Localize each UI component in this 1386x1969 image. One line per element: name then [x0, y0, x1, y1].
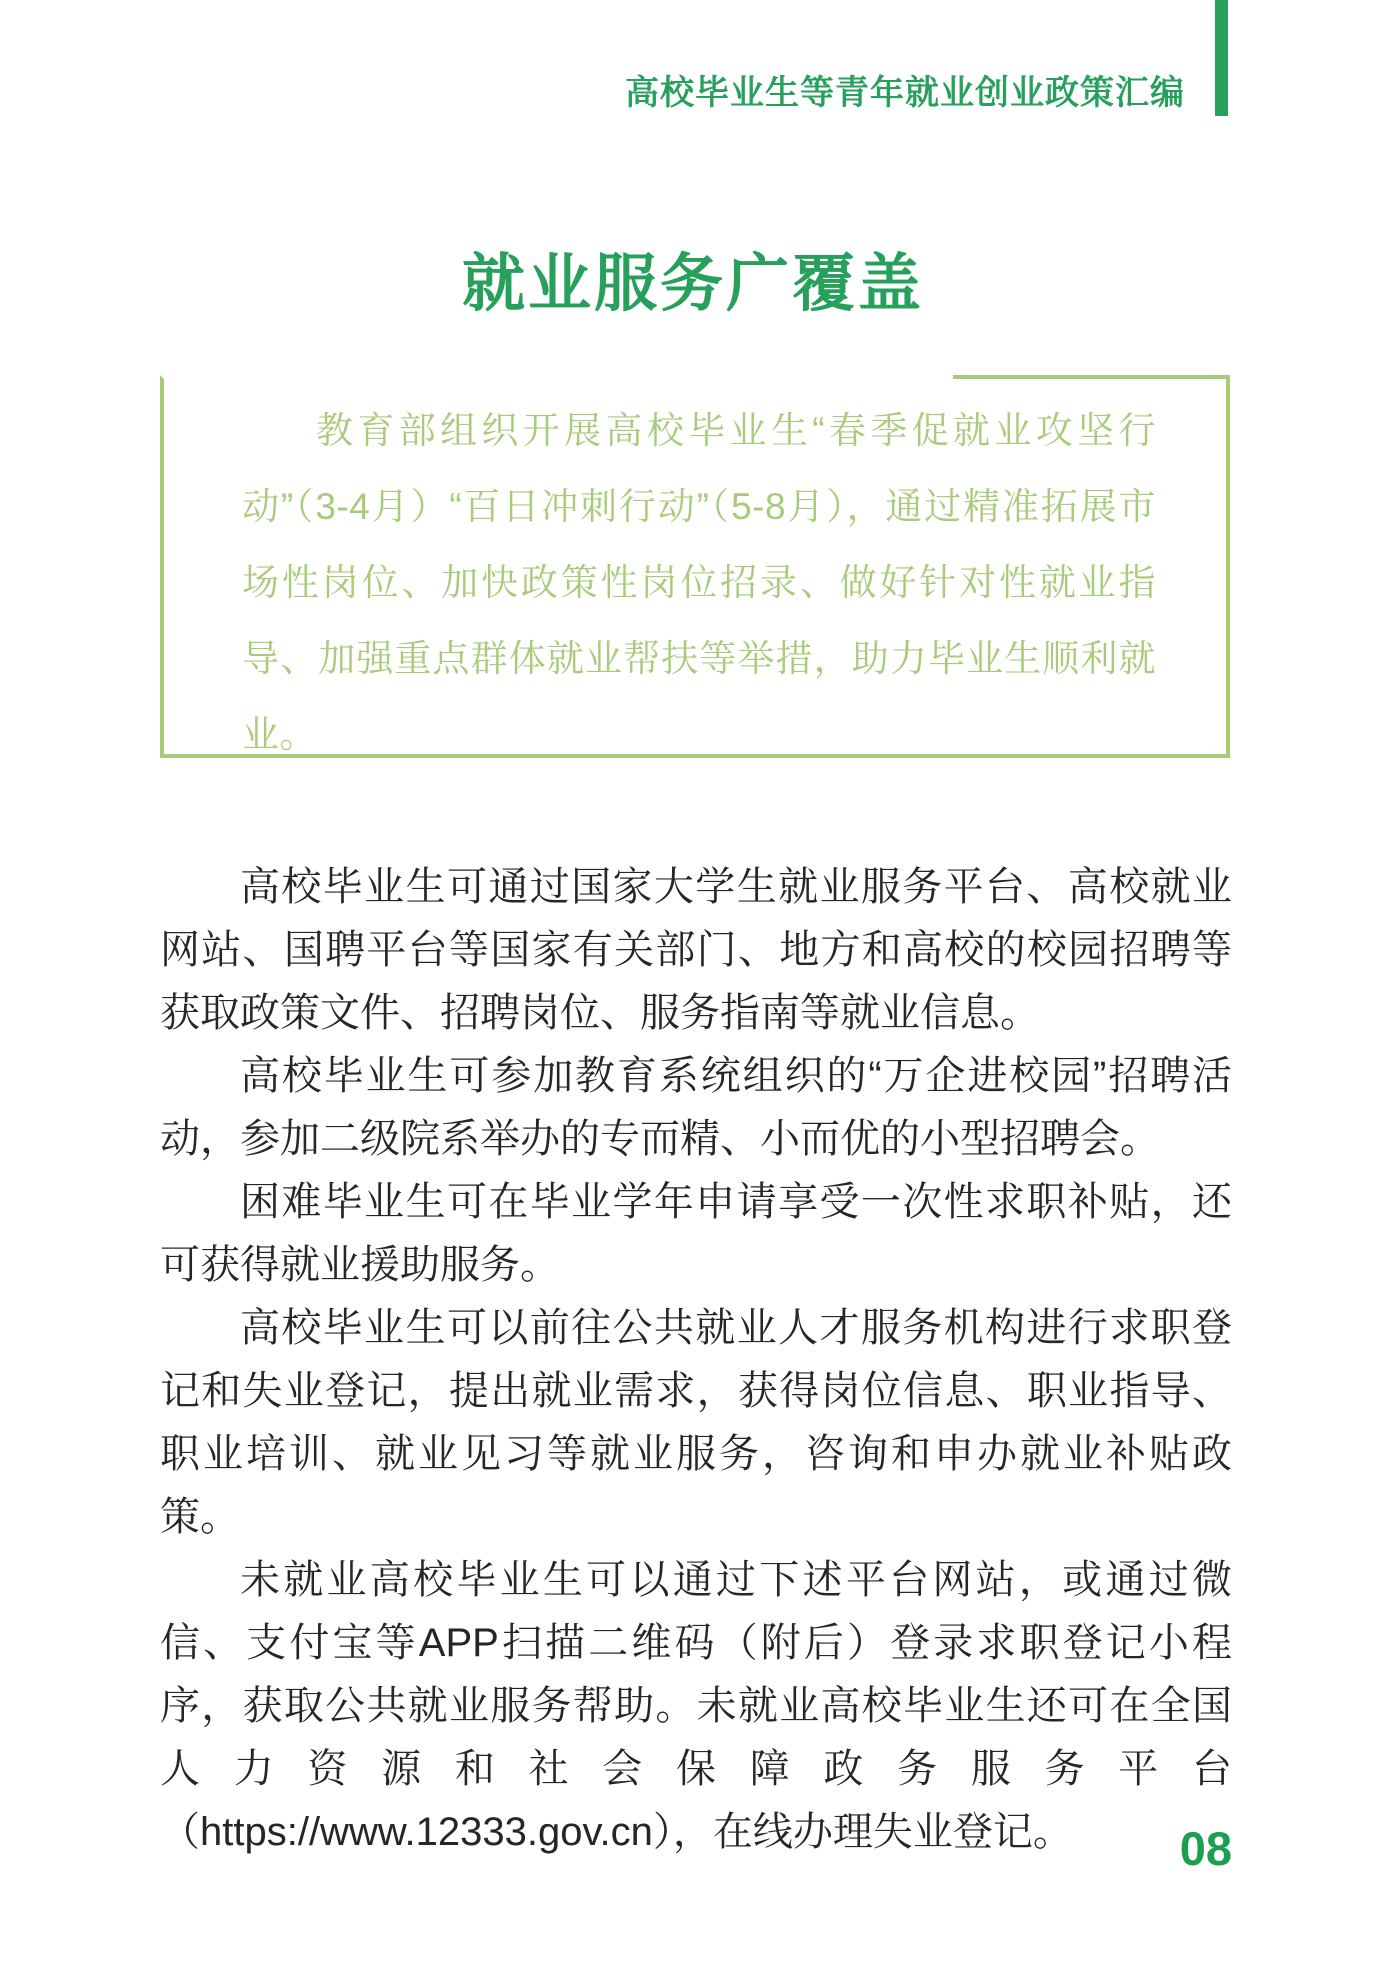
highlight-box — [160, 375, 1230, 758]
paragraph-4: 高校毕业生可以前往公共就业人才服务机构进行求职登记和失业登记，提出就业需求，获得岗位信息、职业指导、职业培训、就业见习等就业服务，咨询和申办就业补贴政策。 — [160, 1306, 1232, 1539]
header-green-bar-decoration — [1215, 0, 1228, 116]
paragraph-1: 高校毕业生可通过国家大学生就业服务平台、高校就业网站、国聘平台等国家有关部门、地方和高校的校园招聘等获取政策文件、招聘岗位、服务指南等就业信息。 — [160, 865, 1232, 1035]
section-title: 就业服务广覆盖 — [462, 249, 924, 319]
header-running-title: 高校毕业生等青年就业创业政策汇编 — [625, 74, 1185, 112]
page-number: 08 — [1179, 1822, 1232, 1875]
body-text-block — [160, 856, 1232, 1864]
highlight-box-text: 教育部组织开展高校毕业生“春季促就业攻坚行动”（3-4月）“百日冲刺行动”（5-8月），通过精准拓展市场性岗位、加快政策性岗位招录、做好针对性就业指导、加强重点群体就业帮扶等举措，助力毕业生顺利就业。 — [242, 410, 1156, 755]
paragraph-3: 困难毕业生可在毕业学年申请享受一次性求职补贴，还可获得就业援助服务。 — [160, 1180, 1232, 1287]
paragraph-5: 未就业高校毕业生可以通过下述平台网站，或通过微信、支付宝等APP扫描二维码（附后）登录求职登记小程序，获取公共就业服务帮助。未就业高校毕业生还可在全国人力资源和社会保障政务服务平台（https://www.12333.gov.cn），在线办理失业登记。 — [160, 1558, 1232, 1854]
paragraph-2: 高校毕业生可参加教育系统组织的“万企进校园”招聘活动，参加二级院系举办的专而精、小而优的小型招聘会。 — [160, 1054, 1232, 1161]
